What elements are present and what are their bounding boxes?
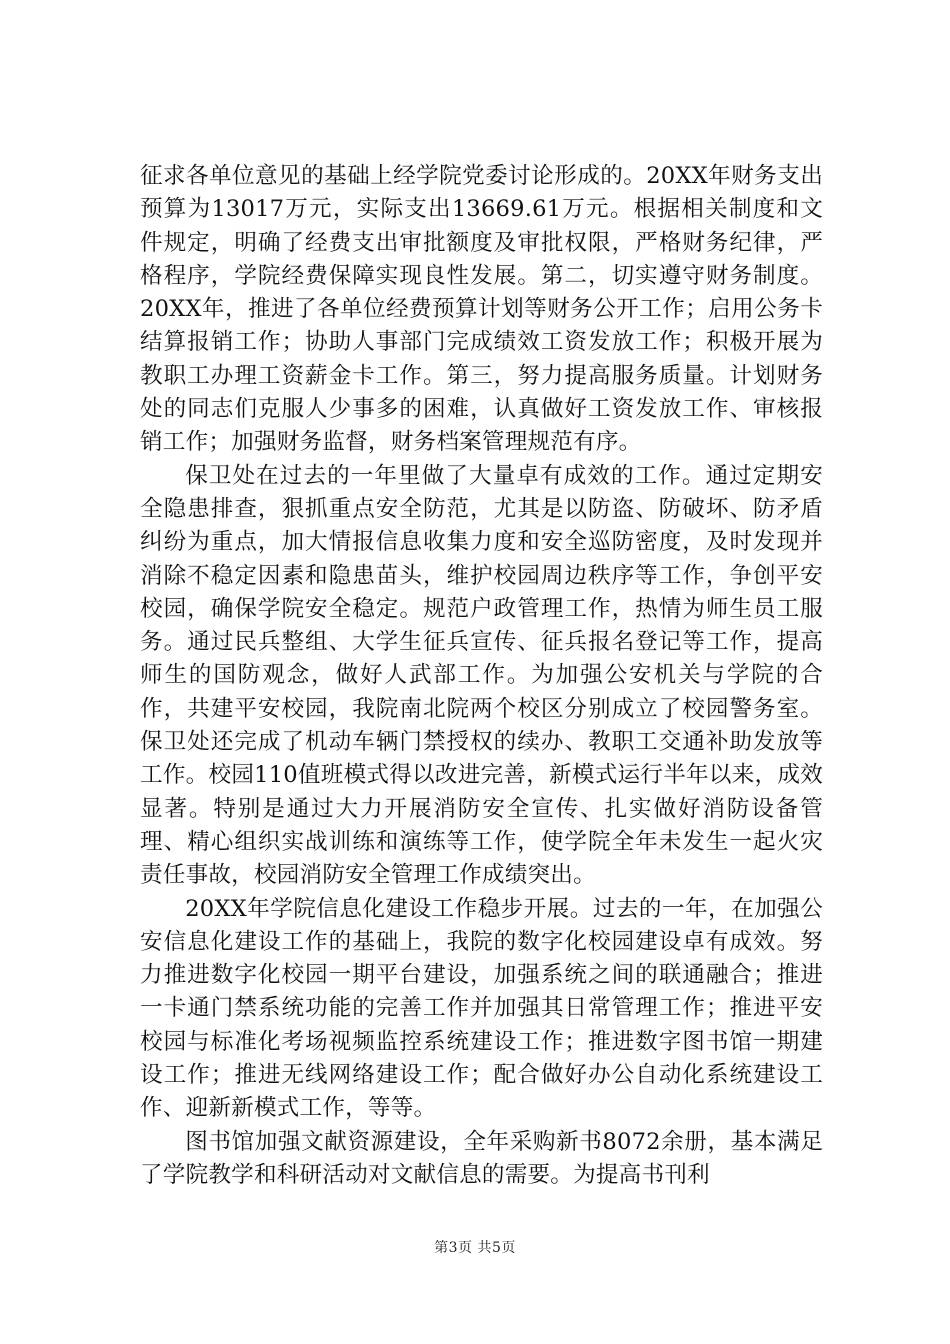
paragraph-informatization: 20XX年学院信息化建设工作稳步开展。过去的一年，在加强公安信息化建设工作的基础上，我院的数字化校园建设卓有成效。努力推进数字化校园一期平台建设，加强系统之间的联通融合；推进一卡通门禁系统功能的完善工作并加强其日常管理工作；推进平安校园与标准化考场视频监控系统建设工作；推进数字图书馆一期建设工作；推进无线网络建设工作；配合做好办公自动化系统建设工作、迎新新模式工作，等等。 <box>140 895 823 1122</box>
page-number-footer: 第3页 共5页 <box>434 1240 516 1256</box>
document-body <box>140 160 823 1192</box>
paragraph-finance: 征求各单位意见的基础上经学院党委讨论形成的。20XX年财务支出预算为13017万元，实际支出13669.61万元。根据相关制度和文件规定，明确了经费支出审批额度及审批权限，严格财务纪律，严格程序，学院经费保障实现良性发展。第二，切实遵守财务制度。20XX年，推进了各单位经费预算计划等财务公开工作；启用公务卡结算报销工作；协助人事部门完成绩效工资发放工作；积极开展为教职工办理工资薪金卡工作。第三，努力提高服务质量。计划财务处的同志们克服人少事多的困难，认真做好工资发放工作、审核报销工作；加强财务监督，财务档案管理规范有序。 <box>140 163 823 456</box>
paragraph-security: 保卫处在过去的一年里做了大量卓有成效的工作。通过定期安全隐患排查，狠抓重点安全防范，尤其是以防盗、防破坏、防矛盾纠纷为重点，加大情报信息收集力度和安全巡防密度，及时发现并消除不稳定因素和隐患苗头，维护校园周边秩序等工作，争创平安校园，确保学院安全稳定。规范户政管理工作，热情为师生员工服务。通过民兵整组、大学生征兵宣传、征兵报名登记等工作，提高师生的国防观念，做好人武部工作。为加强公安机关与学院的合作，共建平安校园，我院南北院两个校区分别成立了校园警务室。保卫处还完成了机动车辆门禁授权的续办、教职工交通补助发放等工作。校园110值班模式得以改进完善，新模式运行半年以来，成效显著。特别是通过大力开展消防安全宣传、扎实做好消防设备管理、精心组织实战训练和演练等工作，使学院全年未发生一起火灾责任事故，校园消防安全管理工作成绩突出。 <box>140 462 823 889</box>
paragraph-library: 图书馆加强文献资源建设，全年采购新书8072余册，基本满足了学院教学和科研活动对文献信息的需要。为提高书刊利 <box>140 1128 823 1188</box>
